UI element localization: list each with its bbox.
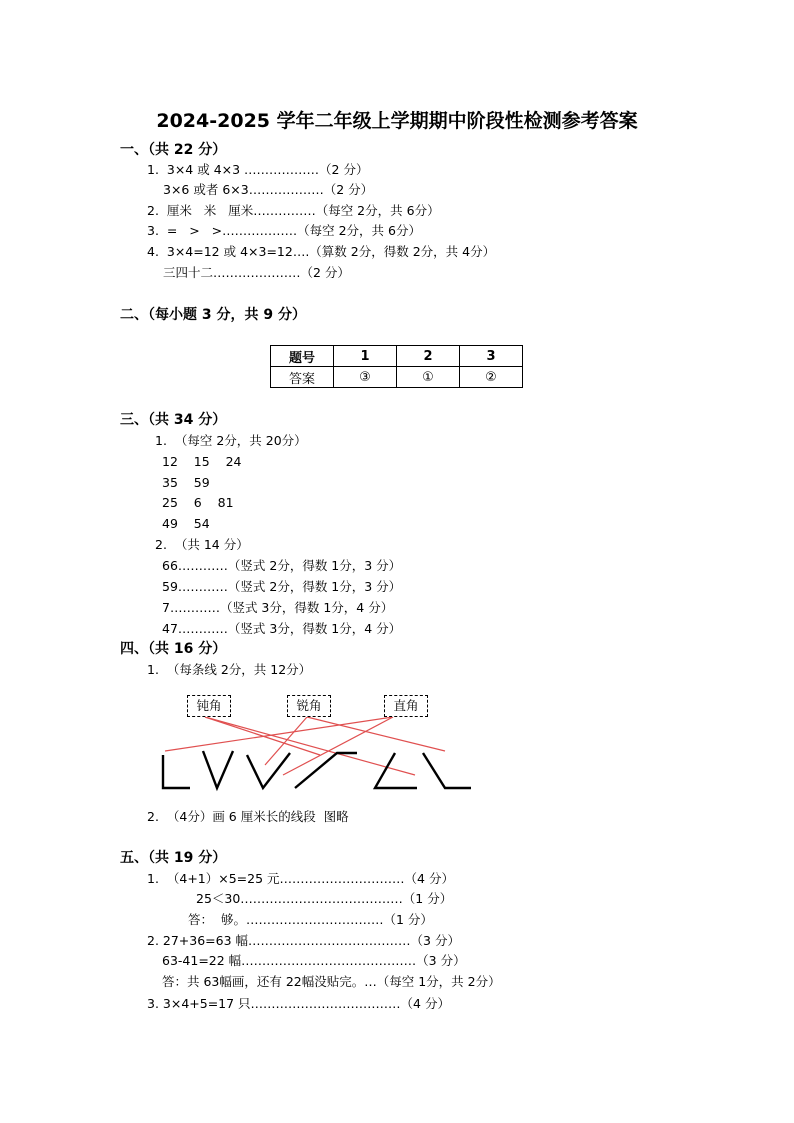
s4-line-1: 1. （每条线 2分，共 12分）: [147, 662, 312, 677]
s1-line-5: 4. 3×4=12 或 4×3=12….（算数 2分，得数 2分，共 4分）: [147, 244, 496, 259]
s3-line-7: 66…………（竖式 2分，得数 1分，3 分）: [162, 558, 402, 573]
table-cell: 1: [334, 346, 397, 367]
table-row: [271, 367, 523, 388]
obtuse-angle-shape: [295, 753, 357, 788]
table-row: [271, 346, 523, 367]
obtuse-angle-shape: [423, 753, 471, 788]
s4-line-2: 2. （4分）画 6 厘米长的线段 图略: [147, 809, 349, 824]
table-cell: 3: [460, 346, 523, 367]
match-line: [165, 717, 393, 751]
page-title: 2024-2025 学年二年级上学期期中阶段性检测参考答案: [156, 110, 638, 132]
section-5-heading: 五、（共 19 分）: [120, 850, 227, 866]
s1-line-1: 1. 3×4 或 4×3 ………………（2 分）: [147, 162, 369, 177]
s5-line-6: 答：共 63幅画，还有 22幅没贴完。…（每空 1分，共 2分）: [162, 974, 501, 989]
table-cell: ③: [334, 367, 397, 388]
s3-line-4: 25 6 81: [162, 495, 234, 510]
s1-line-6: 三四十二…………………（2 分）: [163, 265, 350, 280]
acute-angle-shape: [203, 751, 233, 788]
acute-angle-shape: [247, 753, 290, 788]
label-right-angle: 直角: [384, 695, 428, 717]
answer-table: [270, 345, 523, 388]
table-cell: ②: [460, 367, 523, 388]
label-obtuse-angle: 钝角: [187, 695, 231, 717]
section-3-heading: 三、（共 34 分）: [120, 412, 227, 428]
obtuse-angle-shape: [375, 753, 417, 788]
s3-line-1: 1. （每空 2分，共 20分）: [155, 433, 307, 448]
s5-line-4: 2. 27+36=63 幅…………………………………（3 分）: [147, 933, 460, 948]
s3-line-6: 2. （共 14 分）: [155, 537, 249, 552]
s3-line-10: 47…………（竖式 3分，得数 1分，4 分）: [162, 621, 402, 636]
s1-line-3: 2. 厘米 米 厘米……………（每空 2分，共 6分）: [147, 203, 440, 218]
right-angle-shape: [163, 755, 190, 788]
matching-lines: [165, 717, 445, 775]
s3-line-9: 7…………（竖式 3分，得数 1分，4 分）: [162, 600, 394, 615]
s5-line-1: 1. （4+1）×5=25 元…………………………（4 分）: [147, 871, 454, 886]
match-line: [205, 717, 415, 775]
s5-line-5: 63-41=22 幅……………………………………（3 分）: [162, 953, 466, 968]
table-cell: 2: [397, 346, 460, 367]
s3-line-8: 59…………（竖式 2分，得数 1分，3 分）: [162, 579, 402, 594]
s3-line-3: 35 59: [162, 475, 210, 490]
s3-line-2: 12 15 24: [162, 454, 242, 469]
s3-line-5: 49 54: [162, 516, 210, 531]
table-cell: ①: [397, 367, 460, 388]
label-acute-angle: 锐角: [287, 695, 331, 717]
table-row-head: 答案: [271, 367, 334, 388]
s1-line-4: 3. = > >………………（每空 2分，共 6分）: [147, 223, 421, 238]
s5-line-7: 3. 3×4+5=17 只………………………………（4 分）: [147, 996, 450, 1011]
section-2-heading: 二、（每小题 3 分，共 9 分）: [120, 307, 306, 323]
s1-line-2: 3×6 或者 6×3………………（2 分）: [163, 182, 374, 197]
table-row-head: 题号: [271, 346, 334, 367]
match-line: [307, 717, 445, 751]
s5-line-2: 25＜30…………………………………（1 分）: [196, 891, 453, 906]
s5-line-3: 答： 够。……………………………（1 分）: [188, 912, 433, 927]
section-1-heading: 一、（共 22 分）: [120, 142, 227, 158]
section-4-heading: 四、（共 16 分）: [120, 641, 227, 657]
